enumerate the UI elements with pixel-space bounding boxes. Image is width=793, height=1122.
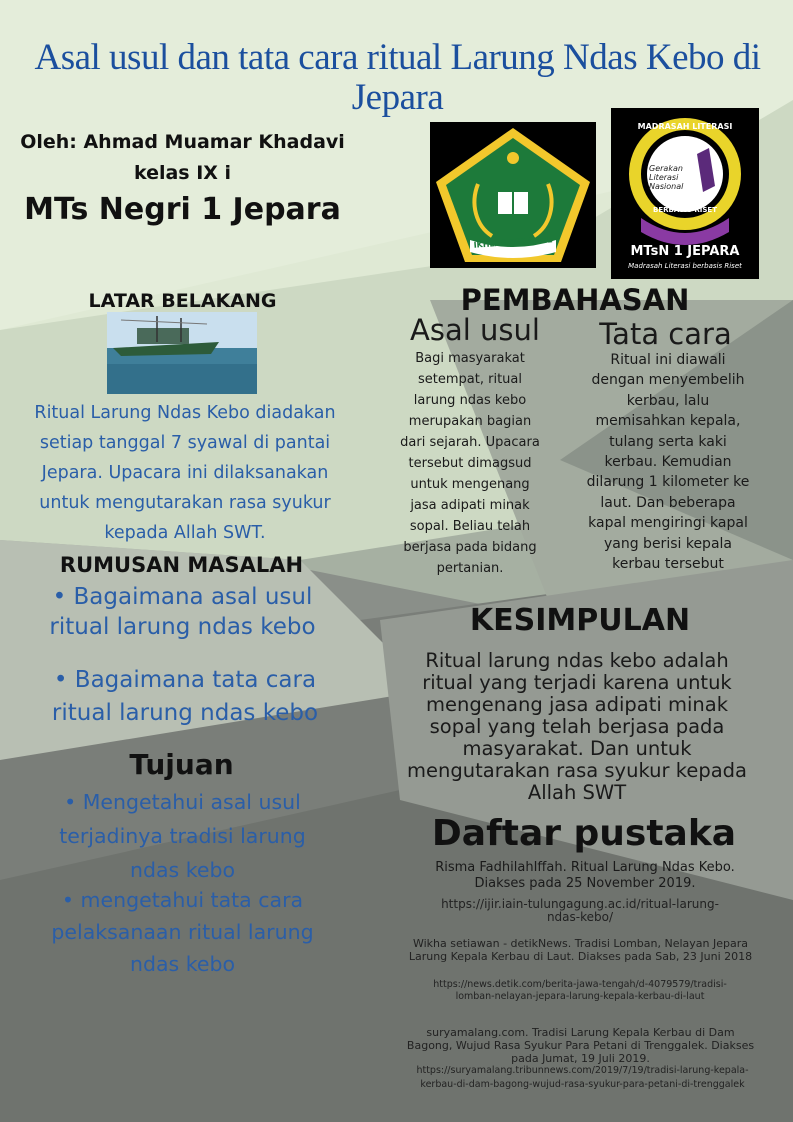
daftar-ref-2-url[interactable]: https://news.detik.com/berita-jawa-tengah/d-4079579/tradisi-lomban-nelayan-jepara-larung-kepala-kerbau-di-laut <box>433 979 727 1002</box>
daftar-ref-1: Risma FadhilahIffah. Ritual Larung Ndas Kebo. Diakses pada 25 November 2019. <box>435 860 735 891</box>
logo-bottom-text: BERBASIS RISET <box>653 206 717 214</box>
author-school: MTs Negri 1 Jepara <box>24 192 341 227</box>
boat-photo <box>107 312 257 394</box>
daftar-ref-3-url[interactable]: https://suryamalang.tribunnews.com/2019/7/19/tradisi-larung-kepala-kerbau-di-dam-bagong-wujud-rasa-syukur-para-petani-di-trenggalek <box>416 1065 749 1090</box>
author-class: kelas IX i <box>133 162 232 184</box>
tata-cara-text: Ritual ini diawali dengan menyembelih kerbau, lalu memisahkan kepala, tulang serta kaki kerbau. Kemudian dilarung 1 kilometer ke laut. Dan beberapa kapal mengiringi kapal yang berisi kepala kerbau tersebut <box>586 352 750 573</box>
logo-middle-text: Gerakan Literasi Nasional <box>649 164 684 191</box>
pembahasan-heading: PEMBAHASAN <box>460 283 690 317</box>
tujuan-item-1: • Mengetahui asal usul terjadinya tradisi larung ndas kebo <box>59 790 306 882</box>
tujuan-heading: Tujuan <box>129 748 234 781</box>
kesimpulan-text: Ritual larung ndas kebo adalah ritual yang terjadi karena untuk mengenang jasa adipati minak sopal yang telah berjasa pada masyarakat. Dan untuk mengutarakan rasa syukur kepada Allah SWT <box>407 649 747 804</box>
asal-usul-title: Asal usul <box>410 313 540 347</box>
logo-top-text: MADRASAH LITERASI <box>637 122 733 131</box>
rumusan-item-1: • Bagaimana asal usul ritual larung ndas kebo <box>49 584 316 640</box>
logo-school-text: MTsN 1 JEPARA <box>630 244 740 259</box>
latar-heading: LATAR BELAKANG <box>88 290 277 312</box>
mtsn-logo <box>611 108 759 279</box>
rumusan-item-2: • Bagaimana tata cara ritual larung ndas kebo <box>51 667 319 726</box>
boat-image-icon <box>107 312 257 394</box>
rumusan-heading: RUMUSAN MASALAH <box>59 553 304 577</box>
daftar-heading: Daftar pustaka <box>431 813 737 854</box>
logo-tagline-text: Madrasah Literasi berbasis Riset <box>628 262 742 270</box>
tata-cara-title: Tata cara <box>599 317 732 351</box>
tujuan-item-2: • mengetahui tata cara pelaksanaan ritual larung ndas kebo <box>51 888 314 976</box>
logo-banner-text: IKHLAS BERAMAL <box>473 235 553 250</box>
latar-text: Ritual Larung Ndas Kebo diadakan setiap tanggal 7 syawal di pantai Jepara. Upacara ini dilaksanakan untuk mengutarakan rasa syukur kepada Allah SWT. <box>34 403 336 543</box>
daftar-ref-3: suryamalang.com. Tradisi Larung Kepala Kerbau di Dam Bagong, Wujud Rasa Syukur Para Petani di Trenggalek. Diakses pada Jumat, 19 Juli 2019. <box>406 1026 755 1065</box>
asal-usul-text: Bagi masyarakat setempat, ritual larung ndas kebo merupakan bagian dari sejarah. Upacara tersebut dimagsud untuk mengenang jasa adipati minak sopal. Beliau telah berjasa pada bidang pertanian. <box>400 351 540 576</box>
page-title: Asal usul dan tata cara ritual Larung Ndas Kebo di Jepara <box>34 37 761 118</box>
daftar-ref-2: Wikha setiawan - detikNews. Tradisi Lomban, Nelayan Jepara Larung Kepala Kerbau di Laut. Diakses pada Sab, 23 Juni 2018 <box>408 937 753 963</box>
daftar-ref-1-url[interactable]: https://ijir.iain-tulungagung.ac.id/ritual-larung-ndas-kebo/ <box>441 897 719 924</box>
author-name: Oleh: Ahmad Muamar Khadavi <box>20 131 345 153</box>
kesimpulan-heading: KESIMPULAN <box>469 603 691 638</box>
kemenag-logo <box>430 122 596 268</box>
